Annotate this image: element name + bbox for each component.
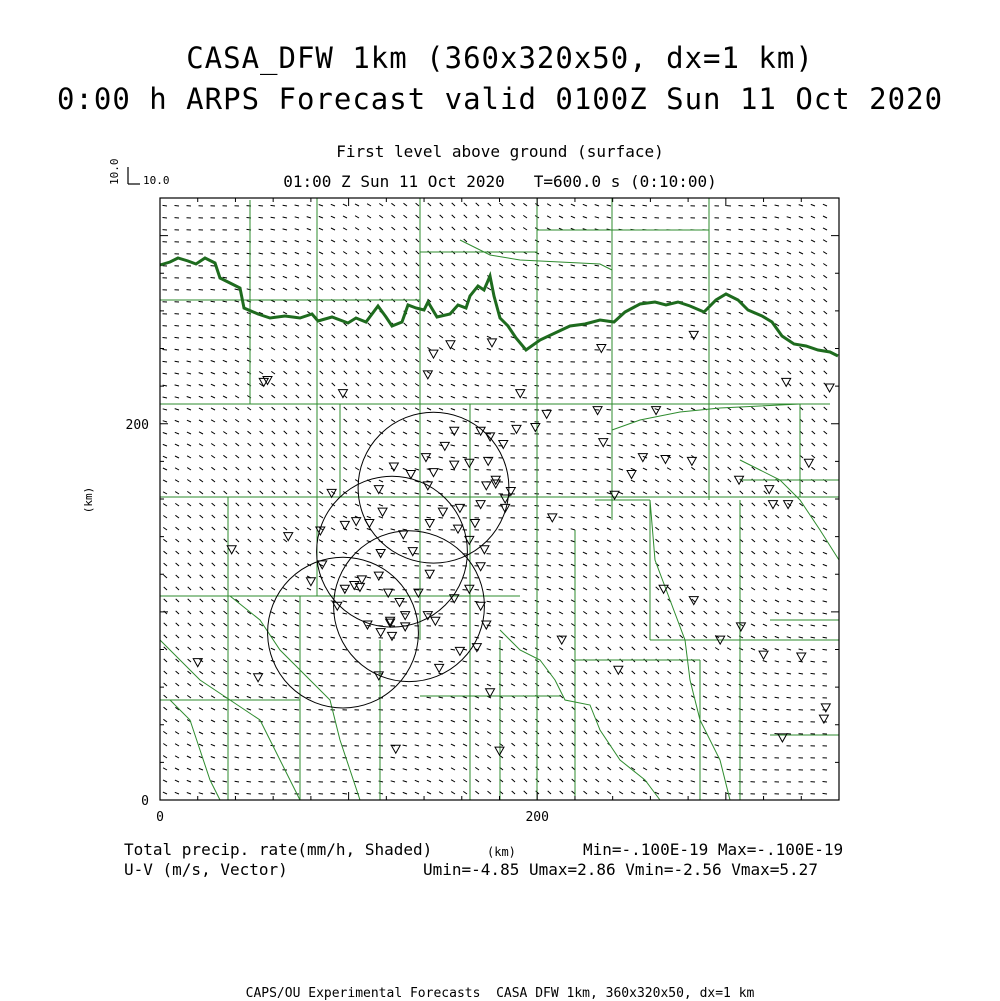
station-marker [352,518,361,526]
reference-vector-label-horizontal: 10.0 [143,174,170,187]
station-marker [470,519,479,527]
station-marker [374,486,383,494]
station-marker [652,407,661,415]
station-marker [599,439,608,447]
station-marker [376,629,385,637]
station-marker [438,508,447,516]
station-marker [431,617,440,625]
station-marker [627,471,636,479]
station-marker [610,491,619,499]
station-marker [435,664,444,672]
subtitle-level: First level above ground (surface) [336,142,664,161]
station-marker [227,546,236,554]
station-marker [499,440,508,448]
station-marker [338,390,347,398]
x-axis-label: (km) [487,845,516,859]
reference-vector-label-vertical: 10.0 [108,158,121,185]
station-marker [401,612,410,620]
station-marker [476,501,485,509]
station-marker [784,501,793,509]
state-border-red-river [160,258,838,356]
station-marker [406,471,415,479]
station-marker [340,521,349,529]
x-tick-label: 200 [525,810,549,825]
station-marker [429,350,438,358]
station-marker [387,632,396,640]
reference-vector [108,159,170,188]
wind-vector-field [163,203,828,794]
station-marker [395,598,404,606]
wind-min-max: Umin=-4.85 Umax=2.86 Vmin=-2.56 Vmax=5.27 [423,860,818,879]
station-marker [284,533,293,541]
y-axis-label: (km) [82,486,95,514]
y-tick-label: 200 [125,417,149,433]
wind-vectors [163,203,828,794]
station-marker [254,674,263,682]
station-marker [318,561,327,569]
station-marker [516,390,525,398]
station-marker [531,424,540,432]
precip-min-max: Min=-.100E-19 Max=-.100E-19 [583,840,844,859]
field-description-precip: Total precip. rate(mm/h, Shaded) [124,840,433,859]
station-marker [487,339,496,347]
station-marker [306,578,315,586]
station-marker [391,745,400,753]
station-marker [378,508,387,516]
station-marker [399,531,408,539]
station-marker [440,442,449,450]
title-line-1: CASA_DFW 1km (360x320x50, dx=1 km) [186,41,814,75]
station-marker [465,459,474,467]
station-marker [597,345,606,353]
station-marker [768,501,777,509]
radar-range-rings [268,412,509,708]
x-tick-label: 0 [156,810,164,825]
station-marker [476,563,485,571]
station-marker [455,647,464,655]
station-marker [593,407,602,415]
station-marker [765,486,774,494]
title-line-2: 0:00 h ARPS Forecast valid 0100Z Sun 11 Oct 2020 [56,82,944,116]
station-marker [425,519,434,527]
station-markers [193,331,834,755]
station-marker [450,461,459,469]
field-description-wind: U-V (m/s, Vector) [124,860,288,879]
station-marker [454,525,463,533]
axis-ticks [126,198,839,825]
subtitle-time: 01:00 Z Sun 11 Oct 2020 T=600.0 s (0:10:00) [283,172,717,191]
credit-line: CAPS/OU Experimental Forecasts CASA DFW 1km, 360x320x50, dx=1 km [245,986,755,1001]
station-marker [542,410,551,418]
station-marker [480,546,489,554]
station-marker [408,548,417,556]
station-marker [821,704,830,712]
radar-ring-2 [317,476,468,627]
station-marker [465,585,474,593]
station-marker [797,653,806,661]
station-marker [482,482,491,490]
station-marker [446,341,455,349]
station-marker [484,457,493,465]
station-marker [759,651,768,659]
station-marker [425,570,434,578]
station-marker [374,572,383,580]
station-marker [687,457,696,465]
station-marker [512,425,521,433]
y-tick-label: 0 [141,794,149,809]
station-marker [374,672,383,680]
station-marker [476,602,485,610]
station-marker [350,582,359,590]
station-marker [804,459,813,467]
